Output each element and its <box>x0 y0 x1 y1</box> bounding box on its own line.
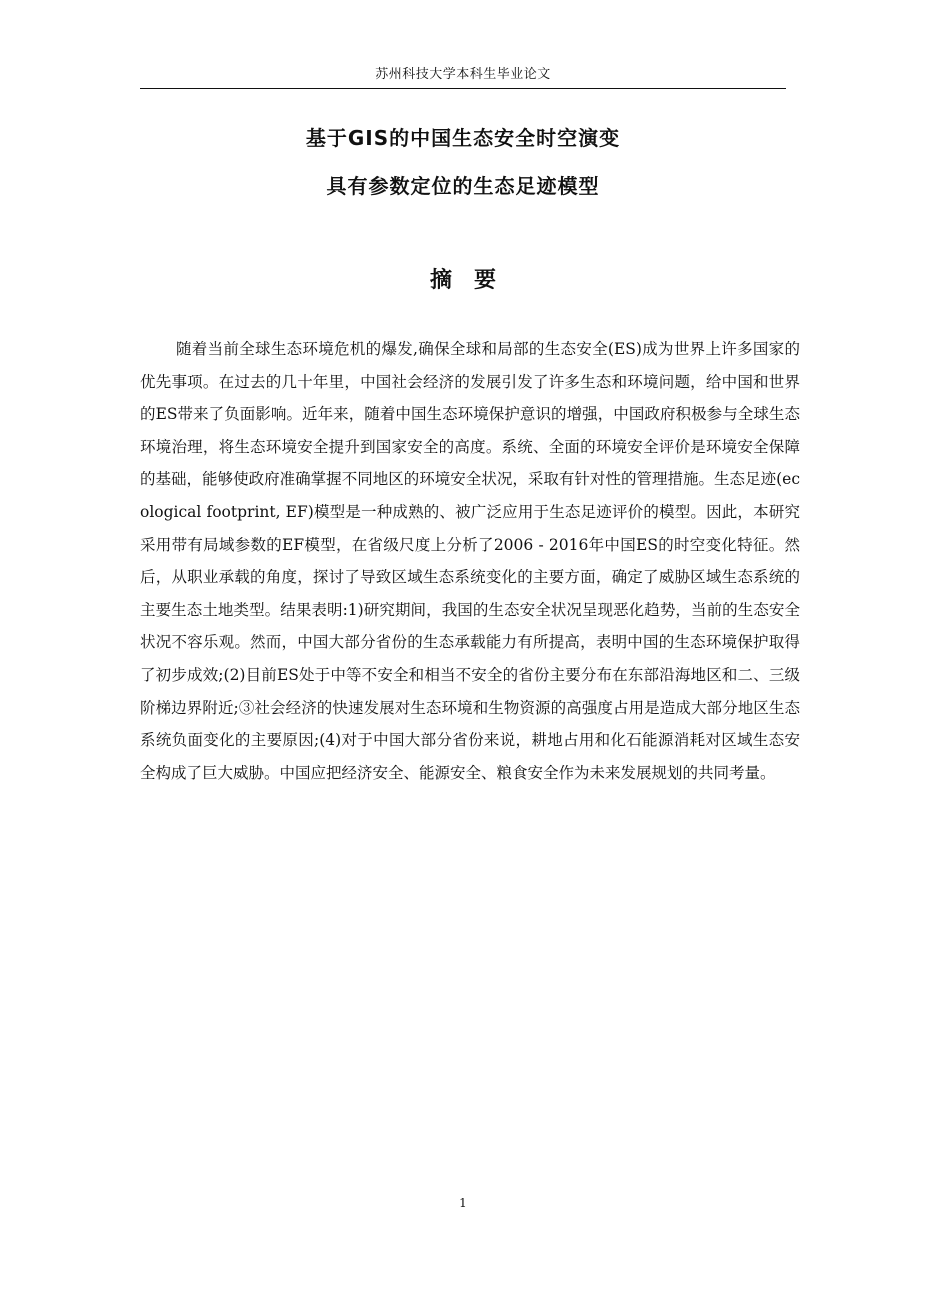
page-number: 1 <box>459 1196 467 1210</box>
header-rule <box>140 88 786 89</box>
thesis-title-line-2: 具有参数定位的生态足迹模型 <box>326 174 600 198</box>
running-header: 苏州科技大学本科生毕业论文 <box>375 67 551 82</box>
thesis-title-line-1: 基于GIS的中国生态安全时空演变 <box>305 126 621 150</box>
abstract-body: 随着当前全球生态环境危机的爆发,确保全球和局部的生态安全(ES)成为世界上许多国家的优先事项。在过去的几十年里，中国社会经济的发展引发了许多生态和环境问题，给中国和世界的ES带来了负面影响。近年来，随着中国生态环境保护意识的增强，中国政府积极参与全球生态环境治理，将生态环境安全提升到国家安全的高度。系统、全面的环境安全评价是环境安全保障的基础，能够使政府准确掌握不同地区的环境安全状况，采取有针对性的管理措施。生态足迹(ecological footprint, EF)模型是一种成熟的、被广泛应用于生态足迹评价的模型。因此，本研究采用带有局域参数的EF模型，在省级尺度上分析了2006 - 2016年中国ES的时空变化特征。然后，从职业承载的角度，探讨了导致区域生态系统变化的主要方面，确定了威胁区域生态系统的主要生态土地类型。结果表明:1)研究期间，我国的生态安全状况呈现恶化趋势，当前的生态安全状况不容乐观。然而，中国大部分省份的生态承载能力有所提高，表明中国的生态环境保护取得了初步成效;(2)目前ES处于中等不安全和相当不安全的省份主要分布在东部沿海地区和二、三级阶梯边界附近;③社会经济的快速发展对生态环境和生物资源的高强度占用是造成大部分地区生态系统负面变化的主要原因;(4)对于中国大部分省份来说，耕地占用和化石能源消耗对区域生态安全构成了巨大威胁。中国应把经济安全、能源安全、粮食安全作为未来发展规划的共同考量。 <box>140 340 800 782</box>
abstract-heading: 摘要 <box>429 268 518 293</box>
